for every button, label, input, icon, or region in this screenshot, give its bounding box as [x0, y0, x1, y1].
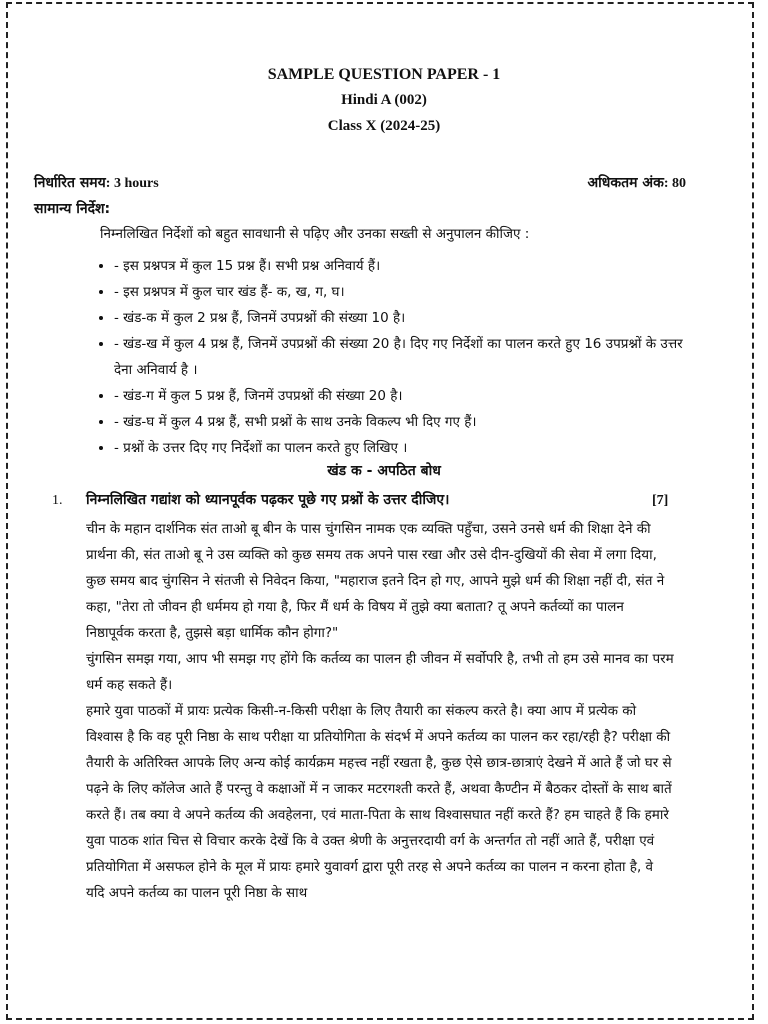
time-info: [34, 173, 159, 192]
question-number: 1.: [52, 493, 63, 508]
question-text: निम्नलिखित गद्यांश को ध्यानपूर्वक पढ़कर पूछे गए प्रश्नों के उत्तर दीजिए।: [86, 492, 450, 508]
instruction-item: • - इस प्रश्नपत्र में कुल चार खंड हैं- क, ख, ग, घ।: [114, 279, 696, 305]
class-line: Class X (2024-25): [327, 118, 441, 134]
passage: [86, 516, 674, 906]
instructions-intro: निम्नलिखित निर्देशों को बहुत सावधानी से पढ़िए और उनका सख्ती से अनुपालन कीजिए :: [100, 226, 530, 242]
instruction-item: • - खंड-घ में कुल 4 प्रश्न हैं, सभी प्रश्नों के साथ उनके विकल्प भी दिए गए हैं।: [114, 409, 696, 435]
subject-line: Hindi A (002): [341, 92, 427, 108]
question-marks: [7]: [652, 493, 669, 508]
passage-paragraph: चुंगसिन समझ गया, आप भी समझ गए होंगे कि कर्तव्य का पालन ही जीवन में सर्वोपरि है, तभी तो हम उसे मानव का परम धर्म कह सकते हैं।: [86, 651, 674, 693]
time-label: निर्धारित समय: [34, 175, 106, 191]
instruction-item: • - खंड-ग में कुल 5 प्रश्न हैं, जिनमें उपप्रश्नों की संख्या 20 है।: [114, 383, 696, 409]
marks-label: अधिकतम अंक: [587, 175, 664, 191]
time-value: : 3 hours: [105, 176, 159, 191]
instruction-item: • - प्रश्नों के उत्तर दिए गए निर्देशों का पालन करते हुए लिखिए ।: [114, 435, 696, 461]
exam-meta-row: [34, 173, 686, 192]
instruction-item: • - खंड-ख में कुल 4 प्रश्न हैं, जिनमें उपप्रश्नों की संख्या 20 है। दिए गए निर्देशों का पालन करते हुए 16 उपप्रश्नों के उत्तर देना अनिवार्य है ।: [114, 331, 696, 383]
paper-title: SAMPLE QUESTION PAPER - 1: [267, 66, 501, 83]
section-heading: खंड क - अपठित बोध: [327, 463, 441, 479]
instruction-item: • - खंड-क में कुल 2 प्रश्न हैं, जिनमें उपप्रश्नों की संख्या 10 है।: [114, 305, 696, 331]
general-instructions-heading: सामान्य निर्देश:: [34, 201, 111, 217]
instructions-list: [90, 253, 696, 461]
passage-paragraph: हमारे युवा पाठकों में प्रायः प्रत्येक किसी-न-किसी परीक्षा के लिए तैयारी का संकल्प करते है। क्या आप में प्रत्येक को विश्वास है कि वह पूरी निष्ठा के साथ परीक्षा या प्रतियोगिता के संदर्भ में अपने कर्तव्य का पालन कर रहा/रही है? परीक्षा की तैयारी के अतिरिक्त आपके लिए अन्य कोई कार्यक्रम महत्त्व नहीं रखता है, कुछ ऐसे छात्र-छात्राएं देखने में आते हैं जो घर से पढ़ने के लिए कॉलेज आते हैं परन्तु वे कक्षाओं में न जाकर मटरगश्ती करते हैं, अथवा कैण्टीन में बैठकर दोस्तों के साथ बातें करते हैं। तब क्या वे अपने कर्तव्य की अवहेलना, एवं माता-पिता के साथ विश्वासघात नहीं करते हैं? हम चाहते हैं कि हमारे युवा पाठक शांत चित्त से विचार करके देखें कि वे उक्त श्रेणी के अनुत्तरदायी वर्ग के अन्तर्गत तो नहीं आते हैं, परीक्षा एवं प्रतियोगिता में असफल होने के मूल में प्रायः हमारे युवावर्ग द्वारा पूरी तरह से अपने कर्तव्य का पालन न करना होता है, वे यदि अपने कर्तव्य का पालन पूरी निष्ठा के साथ: [86, 703, 672, 901]
instruction-item: • - इस प्रश्नपत्र में कुल 15 प्रश्न हैं। सभी प्रश्न अनिवार्य हैं।: [114, 253, 696, 279]
passage-paragraph: चीन के महान दार्शनिक संत ताओ बू बीन के पास चुंगसिन नामक एक व्यक्ति पहुँचा, उसने उनसे धर्म की शिक्षा देने की प्रार्थना की, संत ताओ बू ने उस व्यक्ति को कुछ समय तक अपने पास रखा और उसे दीन-दुखियों की सेवा में लगा दिया, कुछ समय बाद चुंगसिन ने संतजी से निवेदन किया, "महाराज इतने दिन हो गए, आपने मुझे धर्म की शिक्षा नहीं दी, संत ने कहा, "तेरा तो जीवन ही धर्ममय हो गया है, फिर मैं धर्म के विषय में तुझे क्या बताता? तू अपने कर्तव्यों का पालन निष्ठापूर्वक करता है, तुझसे बड़ा धार्मिक कौन होगा?": [86, 521, 665, 641]
marks-info: [587, 173, 686, 192]
marks-value: : 80: [663, 176, 686, 191]
